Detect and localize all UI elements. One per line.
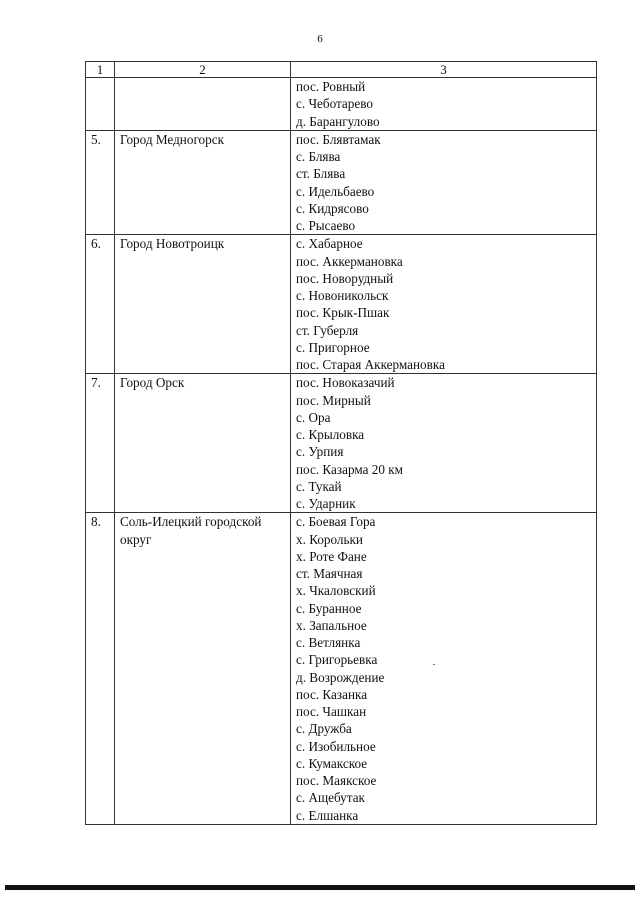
settlement-item: пос. Чашкан <box>296 704 367 719</box>
municipality-name: Город Орск <box>115 374 291 513</box>
table-row <box>86 374 597 513</box>
settlement-item: с. Дружба <box>296 721 352 737</box>
row-number: 5. <box>86 130 115 235</box>
settlement-item: с. Кидрясово <box>296 200 369 216</box>
settlement-item: х. Корольки <box>296 531 363 547</box>
settlement-item: с. Изобильное <box>296 738 376 754</box>
settlement-item: пос. Старая Аккермановка <box>296 357 445 372</box>
settlement-item: пос. Ровный <box>296 79 366 94</box>
municipality-name: Соль-Илецкий городской округ <box>115 513 291 825</box>
settlement-item: д. Барангулово <box>296 113 380 129</box>
settlement-item: с. Чеботарево <box>296 96 373 112</box>
settlement-item: пос. Казарма 20 км <box>296 461 404 477</box>
municipality-name: Город Медногорск <box>115 130 291 235</box>
settlement-item: с. Пригорное <box>296 339 370 355</box>
settlement-item: с. Хабарное <box>296 236 363 252</box>
settlements-list <box>291 235 597 374</box>
settlement-item: х. Запальное <box>296 617 367 633</box>
settlement-item: пос. Новорудный <box>296 270 394 286</box>
settlements-table <box>85 61 597 825</box>
settlements-list <box>291 513 597 825</box>
table-row <box>86 130 597 235</box>
settlement-item: с. Блява <box>296 149 341 164</box>
settlement-item: х. Роте Фане <box>296 548 367 564</box>
settlement-item: пос. Крык-Пшак <box>296 305 390 321</box>
settlement-item: пос. Маякское <box>296 773 377 788</box>
settlement-item: д. Возрождение <box>296 669 385 685</box>
table-row <box>86 78 597 131</box>
settlement-item: ст. Маячная <box>296 566 363 581</box>
page-number: 6 <box>317 33 323 45</box>
settlement-item: с. Урпия <box>296 444 344 460</box>
settlements-list <box>291 78 597 131</box>
scan-speck <box>433 664 435 665</box>
header-col-1: 1 <box>86 62 115 78</box>
table-header-row <box>86 62 597 78</box>
row-number: 6. <box>86 235 115 374</box>
settlement-item: с. Григорьевка <box>296 652 378 668</box>
settlement-item: пос. Новоказачий <box>296 375 395 391</box>
settlement-item: с. Елшанка <box>296 807 359 823</box>
settlement-item: с. Боевая Гора <box>296 514 376 530</box>
settlement-item: с. Тукай <box>296 478 342 494</box>
settlement-item: х. Чкаловский <box>296 583 376 599</box>
settlement-item: с. Новоникольск <box>296 288 389 303</box>
settlement-item: с. Крыловка <box>296 427 365 442</box>
settlement-item: пос. Казанка <box>296 686 368 702</box>
row-number: 8. <box>86 513 115 825</box>
settlement-item: с. Ора <box>296 409 331 425</box>
settlement-item: с. Кумакское <box>296 755 368 771</box>
settlement-item: с. Буранное <box>296 600 362 616</box>
table-row <box>86 235 597 374</box>
settlement-item: пос. Блявтамак <box>296 131 381 147</box>
row-number <box>86 78 115 131</box>
settlement-item: пос. Мирный <box>296 392 371 408</box>
settlements-list <box>291 374 597 513</box>
settlements-list <box>291 130 597 235</box>
bottom-rule <box>5 885 635 890</box>
settlement-item: с. Рысаево <box>296 218 356 233</box>
municipality-name <box>115 78 291 131</box>
settlement-item: ст. Губерля <box>296 322 359 338</box>
header-col-2: 2 <box>115 62 291 78</box>
table-row <box>86 513 597 825</box>
header-col-3: 3 <box>291 62 597 78</box>
settlement-item: с. Идельбаево <box>296 183 375 199</box>
settlement-item: с. Ащебутак <box>296 790 365 806</box>
settlement-item: ст. Блява <box>296 166 346 182</box>
municipality-name: Город Новотроицк <box>115 235 291 374</box>
settlement-item: пос. Аккермановка <box>296 253 403 269</box>
row-number: 7. <box>86 374 115 513</box>
settlement-item: с. Ударник <box>296 496 356 511</box>
settlement-item: с. Ветлянка <box>296 635 361 650</box>
